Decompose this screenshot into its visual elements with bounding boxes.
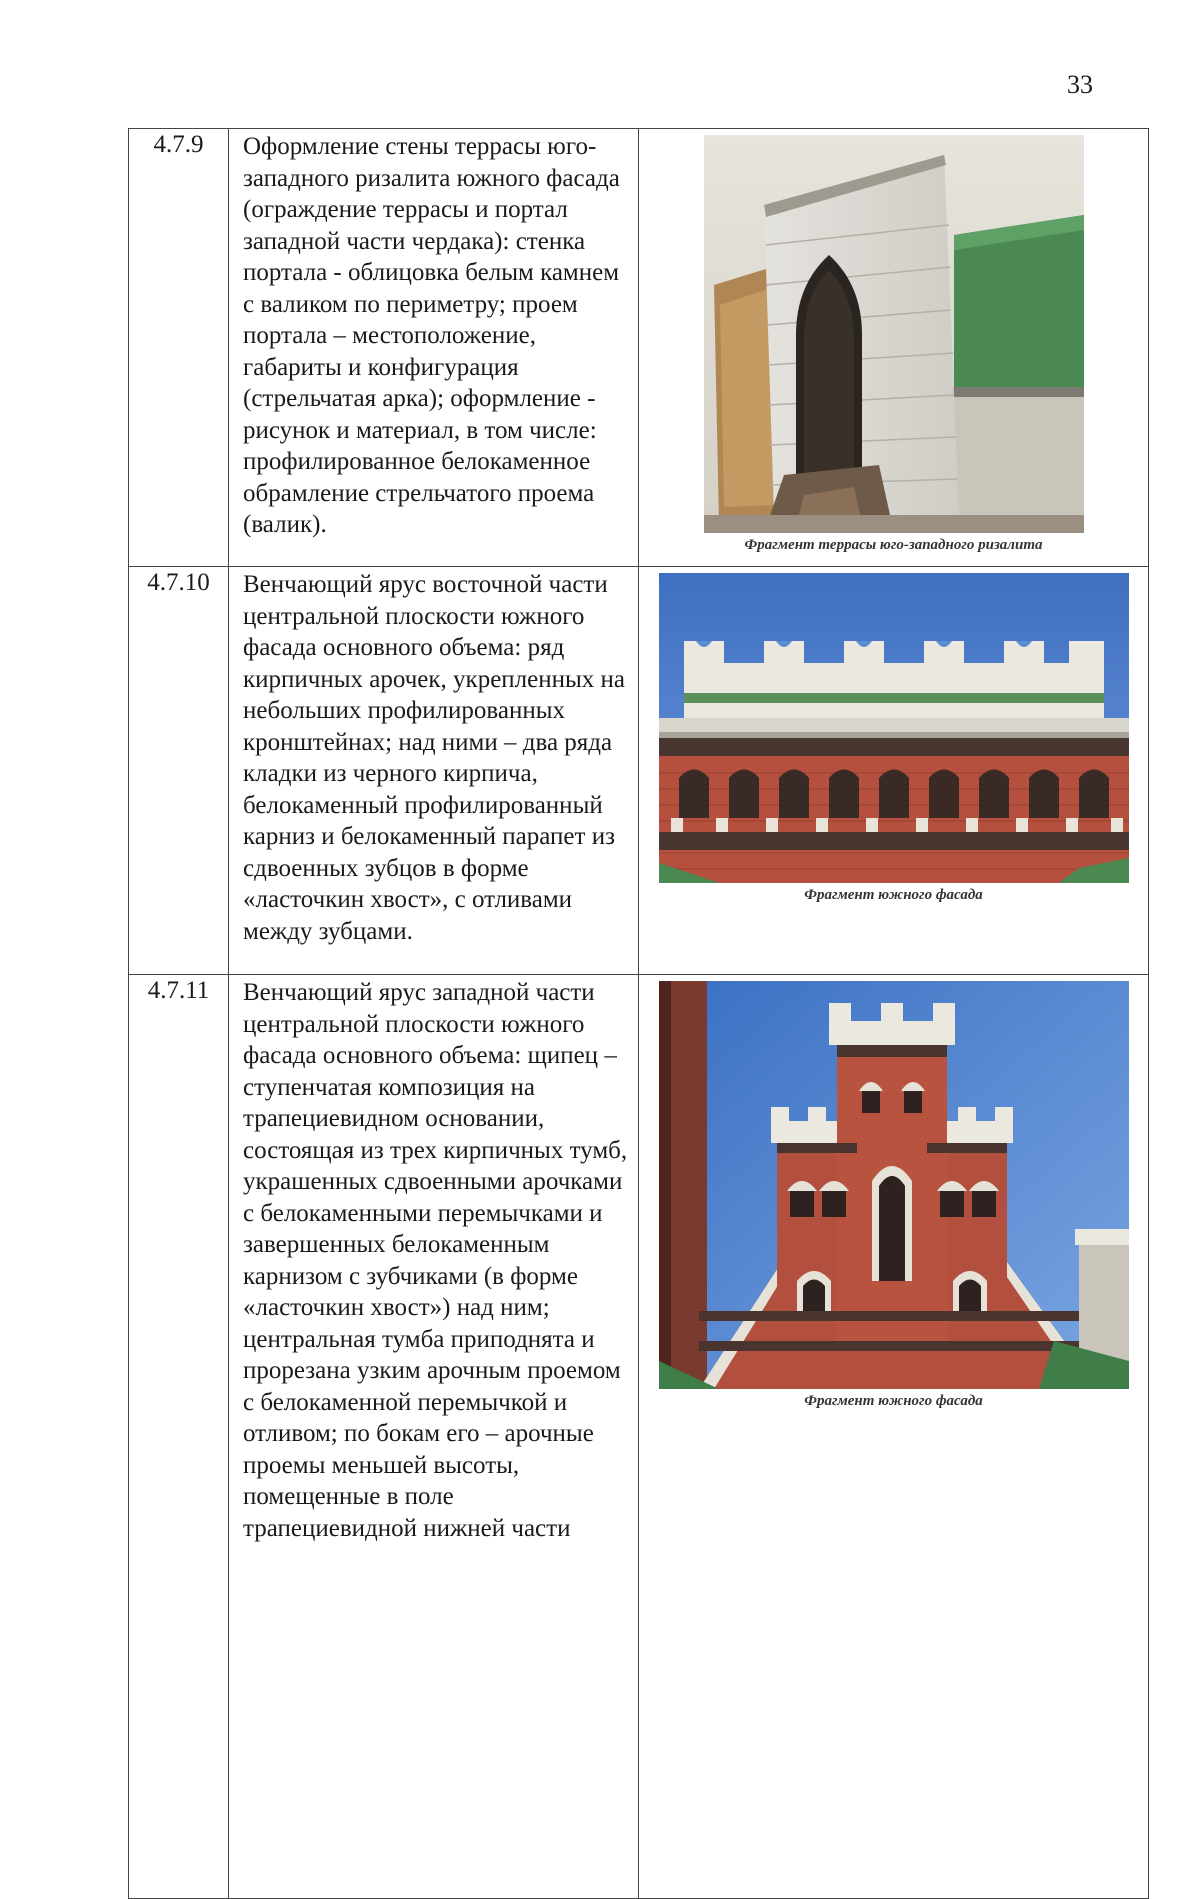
- item-description: Венчающий ярус западной части центральной плоскости южного фасада основного объема: щипец – ступенчатая композиция на трапециевидном основании, состоящая из трех кирпичных тумб, украшенных сдвоенными арочками с белокаменными перемычками и завершенных белокаменным карнизом с зубчиками (в форме «ласточкин хвост») над ним; центральная тумба приподнята и прорезана узким арочным проемом с белокаменной перемычкой и отливом; по бокам его – арочные проемы меньшей высоты, помещенные в поле трапециевидной нижней части: [229, 975, 639, 1899]
- photo-cell: [639, 567, 1149, 975]
- item-description: Оформление стены террасы юго-западного ризалита южного фасада (ограждение террасы и портал западной части чердака): стенка портала - облицовка белым камнем с валиком по периметру; проем портала – местоположение, габариты и конфигурация (стрельчатая арка); оформление - рисунок и материал, в том числе: профилированное белокаменное обрамление стрельчатого проема (валик).: [229, 129, 639, 567]
- south-facade-gable-photo: [659, 981, 1129, 1389]
- photo-cell: [639, 129, 1149, 567]
- item-number: 4.7.9: [129, 129, 229, 567]
- item-number: 4.7.11: [129, 975, 229, 1899]
- table-row: [129, 975, 1149, 1899]
- photo-cell: [639, 975, 1149, 1899]
- photo-caption: Фрагмент террасы юго-западного ризалита: [744, 537, 1043, 553]
- table-row: [129, 129, 1149, 567]
- page-number: 33: [1067, 70, 1093, 99]
- south-facade-cornice-photo: [659, 573, 1129, 883]
- document-table: [128, 128, 1149, 1899]
- terrace-portal-photo: [704, 135, 1084, 533]
- table-row: [129, 567, 1149, 975]
- photo-caption: Фрагмент южного фасада: [804, 1393, 983, 1409]
- photo-caption: Фрагмент южного фасада: [804, 887, 983, 903]
- item-description: Венчающий ярус восточной части центральной плоскости южного фасада основного объема: ряд кирпичных арочек, укрепленных на небольших профилированных кронштейнах; над ними – два ряда кладки из черного кирпича, белокаменный профилированный карниз и белокаменный парапет из сдвоенных зубцов в форме «ласточкин хвост», с отливами между зубцами.: [229, 567, 639, 975]
- item-number: 4.7.10: [129, 567, 229, 975]
